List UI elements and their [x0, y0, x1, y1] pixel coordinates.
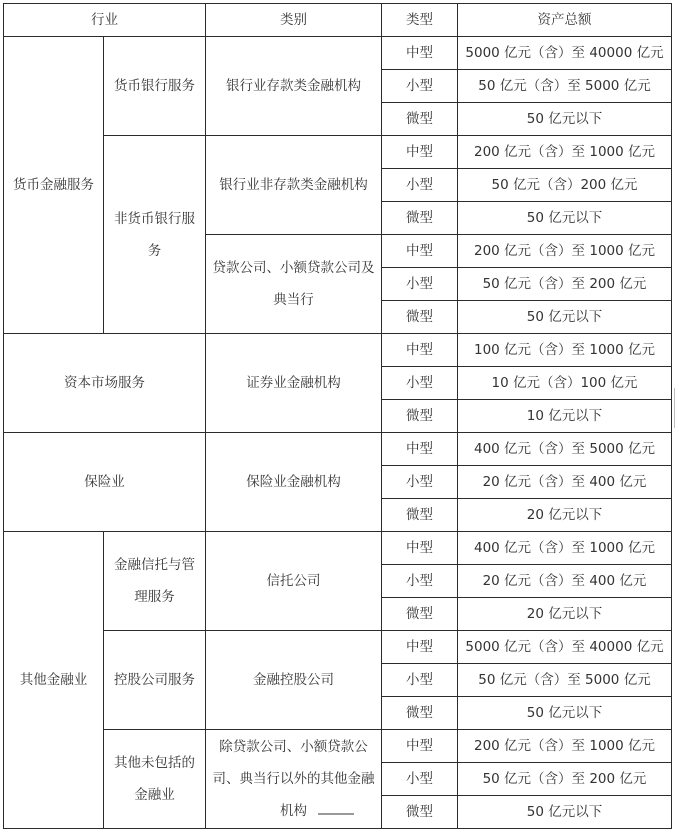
type-cell: 微型	[382, 301, 458, 334]
type-cell: 中型	[382, 631, 458, 664]
assets-cell: 50 亿元以下	[458, 796, 672, 829]
type-cell: 中型	[382, 136, 458, 169]
type-cell: 中型	[382, 334, 458, 367]
industry-cell: 资本市场服务	[4, 334, 206, 433]
type-cell: 微型	[382, 202, 458, 235]
table-row	[4, 631, 672, 664]
subsector-cell: 控股公司服务	[104, 631, 206, 730]
type-cell: 中型	[382, 235, 458, 268]
type-cell: 中型	[382, 730, 458, 763]
assets-cell: 20 亿元以下	[458, 598, 672, 631]
assets-cell: 20 亿元（含）至 400 亿元	[458, 565, 672, 598]
assets-cell: 100 亿元（含）至 1000 亿元	[458, 334, 672, 367]
type-cell: 微型	[382, 697, 458, 730]
header-type: 类型	[382, 4, 458, 37]
type-cell: 小型	[382, 169, 458, 202]
assets-cell: 50 亿元（含）至 200 亿元	[458, 763, 672, 796]
type-cell: 小型	[382, 565, 458, 598]
category-cell: 贷款公司、小额贷款公司及典当行	[206, 235, 382, 334]
category-cell: 保险业金融机构	[206, 433, 382, 532]
classification-table	[3, 3, 672, 829]
header-assets: 资产总额	[458, 4, 672, 37]
table-row	[4, 136, 672, 169]
type-cell: 中型	[382, 37, 458, 70]
table-row	[4, 433, 672, 466]
type-cell: 小型	[382, 268, 458, 301]
type-cell: 小型	[382, 664, 458, 697]
type-cell: 小型	[382, 70, 458, 103]
type-cell: 微型	[382, 400, 458, 433]
industry-cell: 其他金融业	[4, 532, 104, 829]
type-cell: 小型	[382, 466, 458, 499]
assets-cell: 50 亿元以下	[458, 103, 672, 136]
assets-cell: 200 亿元（含）至 1000 亿元	[458, 136, 672, 169]
table-row	[4, 532, 672, 565]
header-category: 类别	[206, 4, 382, 37]
header-row	[4, 4, 672, 37]
scrollbar-edge-mark	[674, 388, 675, 428]
subsector-cell: 非货币银行服务	[104, 136, 206, 334]
assets-cell: 50 亿元（含）至 200 亿元	[458, 268, 672, 301]
assets-cell: 10 亿元（含）100 亿元	[458, 367, 672, 400]
category-cell: 除贷款公司、小额贷款公司、典当行以外的其他金融机构	[206, 730, 382, 829]
category-cell: 银行业非存款类金融机构	[206, 136, 382, 235]
type-cell: 微型	[382, 103, 458, 136]
type-cell: 中型	[382, 532, 458, 565]
page-bottom-mark	[318, 813, 354, 815]
assets-cell: 400 亿元（含）至 1000 亿元	[458, 532, 672, 565]
subsector-cell: 货币银行服务	[104, 37, 206, 136]
type-cell: 微型	[382, 598, 458, 631]
industry-cell: 保险业	[4, 433, 206, 532]
subsector-cell: 其他未包括的金融业	[104, 730, 206, 829]
assets-cell: 20 亿元（含）至 400 亿元	[458, 466, 672, 499]
assets-cell: 50 亿元以下	[458, 697, 672, 730]
category-cell: 信托公司	[206, 532, 382, 631]
assets-cell: 50 亿元（含）至 5000 亿元	[458, 70, 672, 103]
assets-cell: 200 亿元（含）至 1000 亿元	[458, 235, 672, 268]
assets-cell: 5000 亿元（含）至 40000 亿元	[458, 631, 672, 664]
assets-cell: 200 亿元（含）至 1000 亿元	[458, 730, 672, 763]
assets-cell: 50 亿元（含）至 5000 亿元	[458, 664, 672, 697]
table-row	[4, 37, 672, 70]
subsector-cell: 金融信托与管理服务	[104, 532, 206, 631]
assets-cell: 50 亿元以下	[458, 301, 672, 334]
assets-cell: 50 亿元（含）200 亿元	[458, 169, 672, 202]
header-industry: 行业	[4, 4, 206, 37]
type-cell: 微型	[382, 499, 458, 532]
category-cell: 银行业存款类金融机构	[206, 37, 382, 136]
assets-cell: 5000 亿元（含）至 40000 亿元	[458, 37, 672, 70]
assets-cell: 400 亿元（含）至 5000 亿元	[458, 433, 672, 466]
category-cell: 金融控股公司	[206, 631, 382, 730]
type-cell: 小型	[382, 763, 458, 796]
type-cell: 微型	[382, 796, 458, 829]
table-row	[4, 730, 672, 763]
type-cell: 中型	[382, 433, 458, 466]
assets-cell: 20 亿元以下	[458, 499, 672, 532]
table-row	[4, 334, 672, 367]
category-cell: 证券业金融机构	[206, 334, 382, 433]
type-cell: 小型	[382, 367, 458, 400]
assets-cell: 10 亿元以下	[458, 400, 672, 433]
industry-cell: 货币金融服务	[4, 37, 104, 334]
assets-cell: 50 亿元以下	[458, 202, 672, 235]
